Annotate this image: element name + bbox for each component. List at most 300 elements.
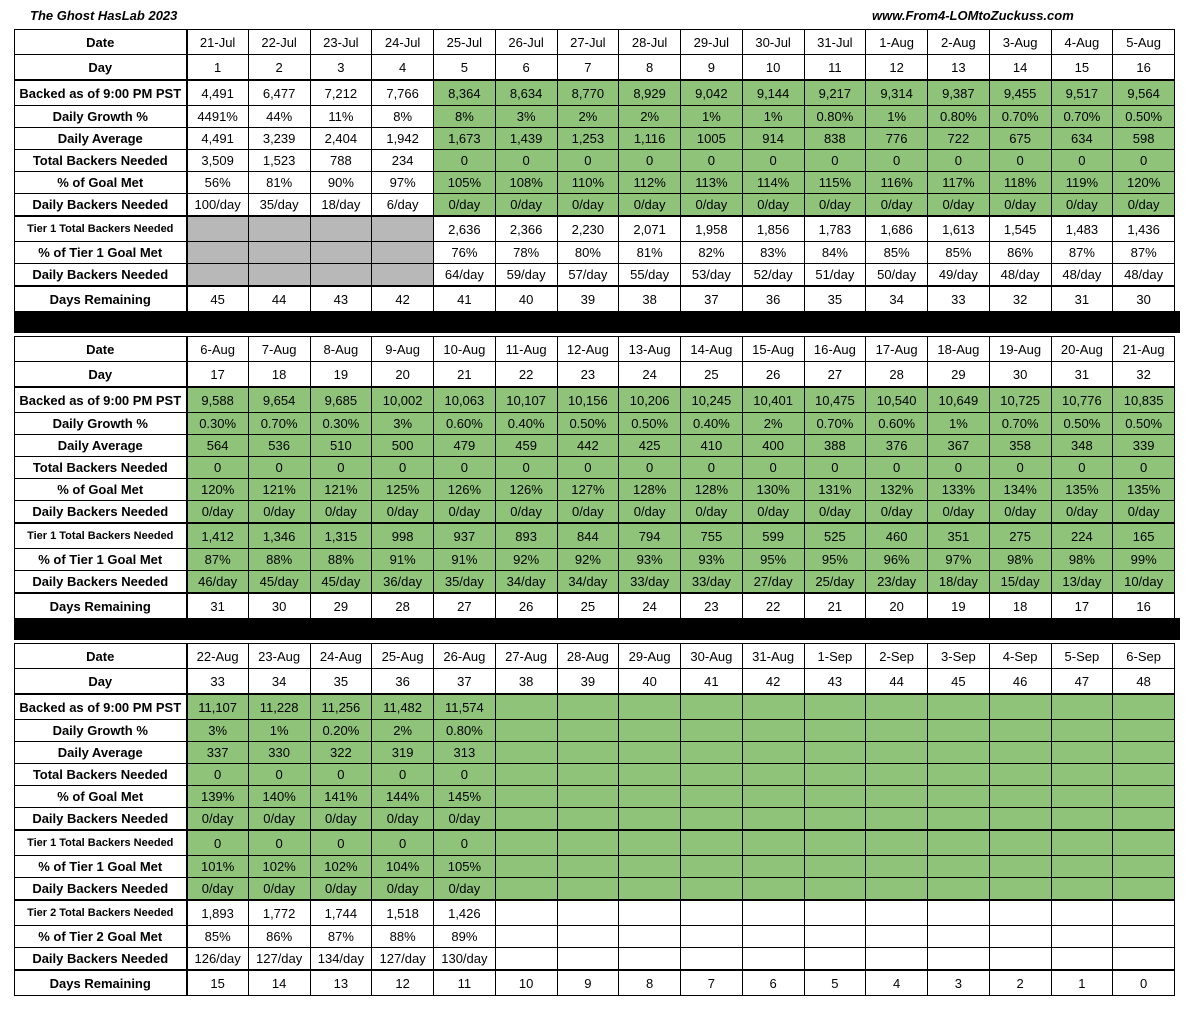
cell: 7 [557, 55, 619, 81]
cell: 46/day [187, 571, 249, 594]
cell: 7-Aug [248, 337, 310, 362]
row-label: Tier 1 Total Backers Needed [15, 830, 187, 856]
cell: 30 [248, 593, 310, 619]
row-label: Daily Backers Needed [15, 878, 187, 901]
cell [989, 808, 1051, 831]
cell [928, 948, 990, 971]
row-label: Daily Backers Needed [15, 501, 187, 524]
cell: 115% [804, 172, 866, 194]
cell: 2,636 [434, 216, 496, 242]
cell: 48/day [1051, 264, 1113, 287]
cell [557, 878, 619, 901]
cell [557, 742, 619, 764]
cell: 0/day [989, 194, 1051, 217]
cell: 18-Aug [928, 337, 990, 362]
cell [619, 878, 681, 901]
cell: 0/day [1113, 501, 1175, 524]
cell [989, 720, 1051, 742]
cell: 27-Jul [557, 30, 619, 55]
cell: 105% [434, 856, 496, 878]
cell: 0/day [557, 194, 619, 217]
cell: 25 [557, 593, 619, 619]
cell: 95% [804, 549, 866, 571]
cell: 893 [495, 523, 557, 549]
cell: 0 [742, 457, 804, 479]
cell: 11 [804, 55, 866, 81]
cell [742, 830, 804, 856]
cell: 81% [619, 242, 681, 264]
cell: 0/day [187, 808, 249, 831]
cell: 0/day [1051, 501, 1113, 524]
cell: 9,564 [1113, 80, 1175, 106]
row-total-needed [15, 764, 1175, 786]
cell: 1005 [681, 128, 743, 150]
cell: 24-Jul [372, 30, 434, 55]
cell: 4491% [187, 106, 249, 128]
row-label: Daily Growth % [15, 413, 187, 435]
cell: 6,477 [248, 80, 310, 106]
cell: 59/day [495, 264, 557, 287]
cell: 0 [989, 457, 1051, 479]
cell [742, 720, 804, 742]
cell: 376 [866, 435, 928, 457]
cell [866, 878, 928, 901]
cell: 10,835 [1113, 387, 1175, 413]
cell: 12 [372, 970, 434, 996]
cell: 0 [434, 764, 496, 786]
row-tier1-daily [15, 878, 1175, 901]
cell: 6 [495, 55, 557, 81]
cell: 127/day [248, 948, 310, 971]
cell: 135% [1113, 479, 1175, 501]
cell: 13 [928, 55, 990, 81]
cell: 89% [434, 926, 496, 948]
row-goal-met [15, 479, 1175, 501]
cell [681, 694, 743, 720]
cell: 8,634 [495, 80, 557, 106]
cell: 9,685 [310, 387, 372, 413]
cell: 100/day [187, 194, 249, 217]
cell: 0.50% [619, 413, 681, 435]
cell: 2% [742, 413, 804, 435]
cell [1051, 786, 1113, 808]
cell: 1,116 [619, 128, 681, 150]
cell: 10,107 [495, 387, 557, 413]
cell: 16 [1113, 593, 1175, 619]
cell: 48/day [1113, 264, 1175, 287]
cell: 20-Aug [1051, 337, 1113, 362]
row-label: Tier 1 Total Backers Needed [15, 523, 187, 549]
cell: 15/day [989, 571, 1051, 594]
row-label: Backed as of 9:00 PM PST [15, 694, 187, 720]
cell: 6 [742, 970, 804, 996]
cell: 0 [310, 457, 372, 479]
cell: 33/day [681, 571, 743, 594]
cell: 139% [187, 786, 249, 808]
cell: 0 [681, 150, 743, 172]
cell: 0/day [434, 501, 496, 524]
cell: 11-Aug [495, 337, 557, 362]
cell: 0 [804, 457, 866, 479]
row-tier2-total [15, 900, 1175, 926]
row-daily-needed [15, 501, 1175, 524]
cell: 634 [1051, 128, 1113, 150]
cell: 13/day [1051, 571, 1113, 594]
cell: 28-Jul [619, 30, 681, 55]
cell: 6/day [372, 194, 434, 217]
cell: 7,766 [372, 80, 434, 106]
cell [557, 720, 619, 742]
cell: 31-Aug [742, 644, 804, 669]
cell [804, 694, 866, 720]
cell: 3-Sep [928, 644, 990, 669]
cell: 23 [681, 593, 743, 619]
cell: 9 [557, 970, 619, 996]
cell: 29 [310, 593, 372, 619]
cell [557, 926, 619, 948]
cell [989, 764, 1051, 786]
cell: 99% [1113, 549, 1175, 571]
row-label: Daily Backers Needed [15, 948, 187, 971]
cell: 126/day [187, 948, 249, 971]
row-growth [15, 720, 1175, 742]
cell: 459 [495, 435, 557, 457]
cell: 44% [248, 106, 310, 128]
cell: 121% [310, 479, 372, 501]
cell: 86% [248, 926, 310, 948]
cell: 0/day [495, 501, 557, 524]
row-tier2-daily [15, 948, 1175, 971]
cell: 313 [434, 742, 496, 764]
cell: 367 [928, 435, 990, 457]
cell [1051, 948, 1113, 971]
cell: 8% [434, 106, 496, 128]
cell: 23-Aug [248, 644, 310, 669]
cell: 3% [495, 106, 557, 128]
cell: 130/day [434, 948, 496, 971]
cell: 29 [928, 362, 990, 388]
cell: 51/day [804, 264, 866, 287]
cell: 10,649 [928, 387, 990, 413]
section-divider [14, 618, 1180, 640]
cell [619, 808, 681, 831]
row-tier1-total [15, 523, 1175, 549]
cell [310, 264, 372, 287]
cell: 11,574 [434, 694, 496, 720]
cell: 0/day [434, 808, 496, 831]
cell: 15 [187, 970, 249, 996]
cell: 104% [372, 856, 434, 878]
cell: 224 [1051, 523, 1113, 549]
cell [928, 926, 990, 948]
cell: 838 [804, 128, 866, 150]
cell: 21-Jul [187, 30, 249, 55]
row-label: Daily Growth % [15, 720, 187, 742]
cell: 40 [495, 286, 557, 312]
cell: 0.20% [310, 720, 372, 742]
cell [866, 742, 928, 764]
cell: 1% [928, 413, 990, 435]
cell [928, 720, 990, 742]
cell: 30-Aug [681, 644, 743, 669]
cell: 351 [928, 523, 990, 549]
cell: 45/day [310, 571, 372, 594]
row-tier1-total [15, 216, 1175, 242]
cell: 319 [372, 742, 434, 764]
cell: 90% [310, 172, 372, 194]
cell: 9,588 [187, 387, 249, 413]
cell: 34/day [495, 571, 557, 594]
cell: 0 [866, 150, 928, 172]
cell: 0 [434, 150, 496, 172]
cell [928, 786, 990, 808]
row-days-remaining [15, 286, 1175, 312]
cell: 85% [928, 242, 990, 264]
cell [248, 264, 310, 287]
cell: 36 [372, 669, 434, 695]
cell: 41 [434, 286, 496, 312]
cell: 97% [372, 172, 434, 194]
cell: 9,217 [804, 80, 866, 106]
cell: 88% [310, 549, 372, 571]
cell: 442 [557, 435, 619, 457]
cell [1113, 742, 1175, 764]
cell [866, 694, 928, 720]
cell: 40 [619, 669, 681, 695]
cell [742, 764, 804, 786]
cell [681, 878, 743, 901]
row-label: Daily Backers Needed [15, 571, 187, 594]
row-backed [15, 694, 1175, 720]
cell: 1,523 [248, 150, 310, 172]
cell [742, 878, 804, 901]
row-total-needed [15, 457, 1175, 479]
cell: 0/day [866, 194, 928, 217]
cell: 9,042 [681, 80, 743, 106]
cell: 1,426 [434, 900, 496, 926]
cell: 1,346 [248, 523, 310, 549]
row-average [15, 742, 1175, 764]
cell: 3% [187, 720, 249, 742]
cell: 36/day [372, 571, 434, 594]
row-label: % of Tier 1 Goal Met [15, 549, 187, 571]
cell: 7,212 [310, 80, 372, 106]
cell: 18/day [310, 194, 372, 217]
cell: 6-Aug [187, 337, 249, 362]
cell: 39 [557, 669, 619, 695]
cell: 31 [1051, 362, 1113, 388]
cell: 1,783 [804, 216, 866, 242]
cell: 108% [495, 172, 557, 194]
cell: 337 [187, 742, 249, 764]
cell: 13-Aug [619, 337, 681, 362]
cell: 8% [372, 106, 434, 128]
sheet-title: The Ghost HasLab 2023 [30, 8, 178, 23]
cell [1051, 764, 1113, 786]
cell: 52/day [742, 264, 804, 287]
cell [1051, 808, 1113, 831]
cell: 33 [187, 669, 249, 695]
cell: 91% [372, 549, 434, 571]
cell: 0 [1113, 150, 1175, 172]
cell: 55/day [619, 264, 681, 287]
row-label: Days Remaining [15, 286, 187, 312]
cell [248, 216, 310, 242]
cell: 37 [681, 286, 743, 312]
cell [989, 926, 1051, 948]
cell [928, 694, 990, 720]
cell [1051, 900, 1113, 926]
cell: 12 [866, 55, 928, 81]
cell: 3 [928, 970, 990, 996]
cell: 46 [989, 669, 1051, 695]
cell: 0.80% [928, 106, 990, 128]
cell [1113, 948, 1175, 971]
cell: 2 [248, 55, 310, 81]
cell: 27 [804, 362, 866, 388]
cell [866, 856, 928, 878]
cell: 26-Jul [495, 30, 557, 55]
cell [681, 948, 743, 971]
cell [681, 900, 743, 926]
row-days-remaining [15, 970, 1175, 996]
cell [742, 786, 804, 808]
cell: 0/day [372, 808, 434, 831]
cell: 33 [928, 286, 990, 312]
cell: 131% [804, 479, 866, 501]
website-url: www.From4-LOMtoZuckuss.com [872, 8, 1074, 23]
cell: 38 [619, 286, 681, 312]
cell: 1,545 [989, 216, 1051, 242]
row-label: Daily Average [15, 128, 187, 150]
cell: 10,475 [804, 387, 866, 413]
cell: 32 [989, 286, 1051, 312]
cell: 0/day [619, 501, 681, 524]
row-label: Tier 2 Total Backers Needed [15, 900, 187, 926]
cell: 8-Aug [310, 337, 372, 362]
cell: 20 [866, 593, 928, 619]
cell: 9,314 [866, 80, 928, 106]
cell: 5-Aug [1113, 30, 1175, 55]
cell: 10,206 [619, 387, 681, 413]
cell: 87% [187, 549, 249, 571]
cell: 0/day [804, 194, 866, 217]
cell: 7 [681, 970, 743, 996]
section-table-3 [14, 643, 1175, 996]
cell: 15 [1051, 55, 1113, 81]
cell: 8,770 [557, 80, 619, 106]
cell: 27/day [742, 571, 804, 594]
cell [619, 742, 681, 764]
row-label: Backed as of 9:00 PM PST [15, 80, 187, 106]
cell [187, 216, 249, 242]
cell: 0 [619, 457, 681, 479]
cell: 0.70% [248, 413, 310, 435]
cell: 4 [372, 55, 434, 81]
cell: 1,958 [681, 216, 743, 242]
cell: 1-Aug [866, 30, 928, 55]
cell [804, 742, 866, 764]
cell [989, 830, 1051, 856]
cell: 0/day [619, 194, 681, 217]
cell: 11,228 [248, 694, 310, 720]
cell: 29-Aug [619, 644, 681, 669]
cell: 0/day [928, 501, 990, 524]
cell: 234 [372, 150, 434, 172]
cell: 35/day [434, 571, 496, 594]
cell [557, 900, 619, 926]
cell [804, 830, 866, 856]
cell [742, 742, 804, 764]
row-label: Total Backers Needed [15, 764, 187, 786]
cell: 0 [1051, 150, 1113, 172]
cell: 3,239 [248, 128, 310, 150]
cell: 44 [248, 286, 310, 312]
cell: 11% [310, 106, 372, 128]
cell: 1% [248, 720, 310, 742]
cell [928, 878, 990, 901]
row-total-needed [15, 150, 1175, 172]
cell: 0.50% [557, 413, 619, 435]
cell: 0 [495, 150, 557, 172]
cell: 113% [681, 172, 743, 194]
cell: 30-Jul [742, 30, 804, 55]
cell: 50/day [866, 264, 928, 287]
row-days-remaining [15, 593, 1175, 619]
cell [619, 764, 681, 786]
cell: 93% [619, 549, 681, 571]
cell: 91% [434, 549, 496, 571]
cell: 0.80% [804, 106, 866, 128]
cell: 19 [928, 593, 990, 619]
cell [804, 878, 866, 901]
cell: 0/day [310, 501, 372, 524]
cell: 134/day [310, 948, 372, 971]
cell: 0/day [434, 194, 496, 217]
cell: 0/day [928, 194, 990, 217]
cell: 1,315 [310, 523, 372, 549]
cell: 128% [681, 479, 743, 501]
cell: 0 [372, 830, 434, 856]
cell: 23-Jul [310, 30, 372, 55]
cell [989, 856, 1051, 878]
cell: 126% [434, 479, 496, 501]
section-divider [14, 311, 1180, 333]
cell: 2,366 [495, 216, 557, 242]
cell: 10,245 [681, 387, 743, 413]
cell: 4,491 [187, 128, 249, 150]
cell: 0.60% [866, 413, 928, 435]
row-growth [15, 106, 1175, 128]
cell [1051, 926, 1113, 948]
cell [619, 948, 681, 971]
row-label: Date [15, 30, 187, 55]
cell: 98% [1051, 549, 1113, 571]
row-day [15, 669, 1175, 695]
cell: 0/day [310, 808, 372, 831]
cell: 0.70% [1051, 106, 1113, 128]
cell: 358 [989, 435, 1051, 457]
cell: 19-Aug [989, 337, 1051, 362]
cell: 10/day [1113, 571, 1175, 594]
row-date [15, 337, 1175, 362]
cell: 43 [804, 669, 866, 695]
cell: 25-Jul [434, 30, 496, 55]
cell: 330 [248, 742, 310, 764]
cell: 0 [557, 457, 619, 479]
cell: 0/day [742, 501, 804, 524]
cell: 25/day [804, 571, 866, 594]
